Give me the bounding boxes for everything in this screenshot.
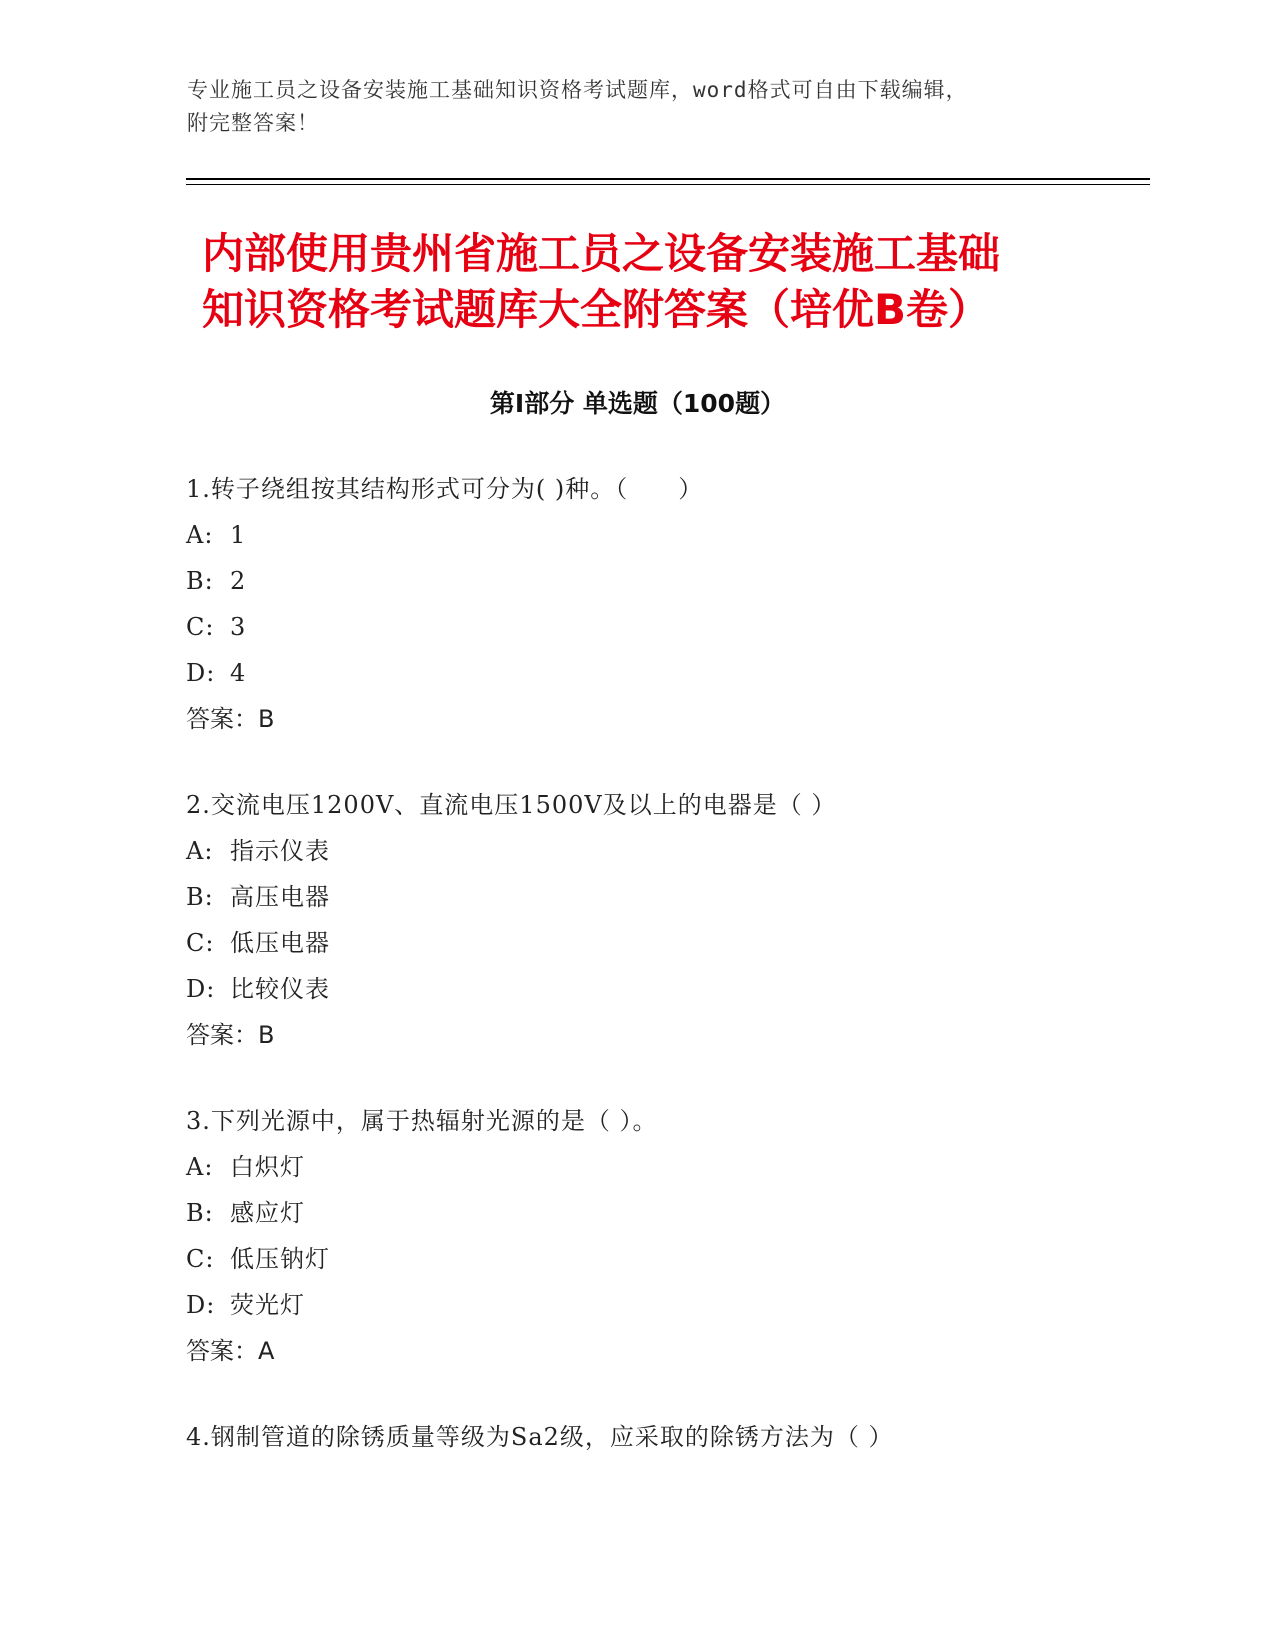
header-rule-thick (186, 178, 1150, 180)
option-text: 2 (230, 567, 247, 595)
question-stem: 2.交流电压1200V、直流电压1500V及以上的电器是（ ） (186, 791, 837, 819)
header-rule-thin (186, 184, 1150, 185)
option-text: 4 (230, 659, 247, 687)
option-text: 高压电器 (230, 883, 330, 911)
option-text: 荧光灯 (230, 1291, 305, 1319)
option-a (186, 1144, 1086, 1190)
option-d (186, 650, 1086, 696)
option-key: C: (186, 613, 215, 641)
option-text: 低压钠灯 (230, 1245, 330, 1273)
option-b (186, 874, 1086, 920)
question-2 (186, 782, 1086, 1058)
option-text: 白炽灯 (230, 1153, 305, 1181)
option-key: A: (186, 521, 214, 549)
question-3 (186, 1098, 1086, 1374)
question-stem: 1.转子绕组按其结构形式可分为( )种。（ ） (186, 475, 704, 503)
option-key: D: (186, 659, 216, 687)
answer: 答案：B (186, 705, 275, 733)
answer: 答案：A (186, 1337, 275, 1365)
option-b (186, 558, 1086, 604)
option-key: B: (186, 883, 214, 911)
option-key: D: (186, 1291, 216, 1319)
option-key: C: (186, 929, 215, 957)
option-c (186, 604, 1086, 650)
option-key: C: (186, 1245, 215, 1273)
header-note (187, 74, 1067, 140)
option-c (186, 1236, 1086, 1282)
option-d (186, 966, 1086, 1012)
option-key: D: (186, 975, 216, 1003)
option-text: 比较仪表 (230, 975, 330, 1003)
option-text: 1 (230, 521, 247, 549)
header-note-line-1: 专业施工员之设备安装施工基础知识资格考试题库，word格式可自由下载编辑， (187, 78, 968, 102)
document-title-line-2: 知识资格考试题库大全附答案（培优B卷） (202, 285, 991, 334)
option-text: 感应灯 (230, 1199, 305, 1227)
question-stem: 3.下列光源中，属于热辐射光源的是（ ）。 (186, 1107, 658, 1135)
option-text: 低压电器 (230, 929, 330, 957)
document-title-line-1: 内部使用贵州省施工员之设备安装施工基础 (202, 229, 1001, 278)
section-title: 第Ⅰ部分 单选题（100题） (489, 389, 786, 418)
option-a (186, 512, 1086, 558)
option-d (186, 1282, 1086, 1328)
option-key: B: (186, 1199, 214, 1227)
header-note-line-2: 附完整答案！ (187, 111, 319, 135)
option-c (186, 920, 1086, 966)
option-key: A: (186, 1153, 214, 1181)
question-4 (186, 1414, 1086, 1460)
option-key: A: (186, 837, 214, 865)
question-1 (186, 466, 1086, 742)
option-text: 3 (230, 613, 247, 641)
answer: 答案：B (186, 1021, 275, 1049)
option-key: B: (186, 567, 214, 595)
question-stem: 4.钢制管道的除锈质量等级为Sa2级，应采取的除锈方法为（ ） (186, 1423, 894, 1451)
option-a (186, 828, 1086, 874)
document-title (202, 226, 1102, 338)
option-b (186, 1190, 1086, 1236)
option-text: 指示仪表 (230, 837, 330, 865)
